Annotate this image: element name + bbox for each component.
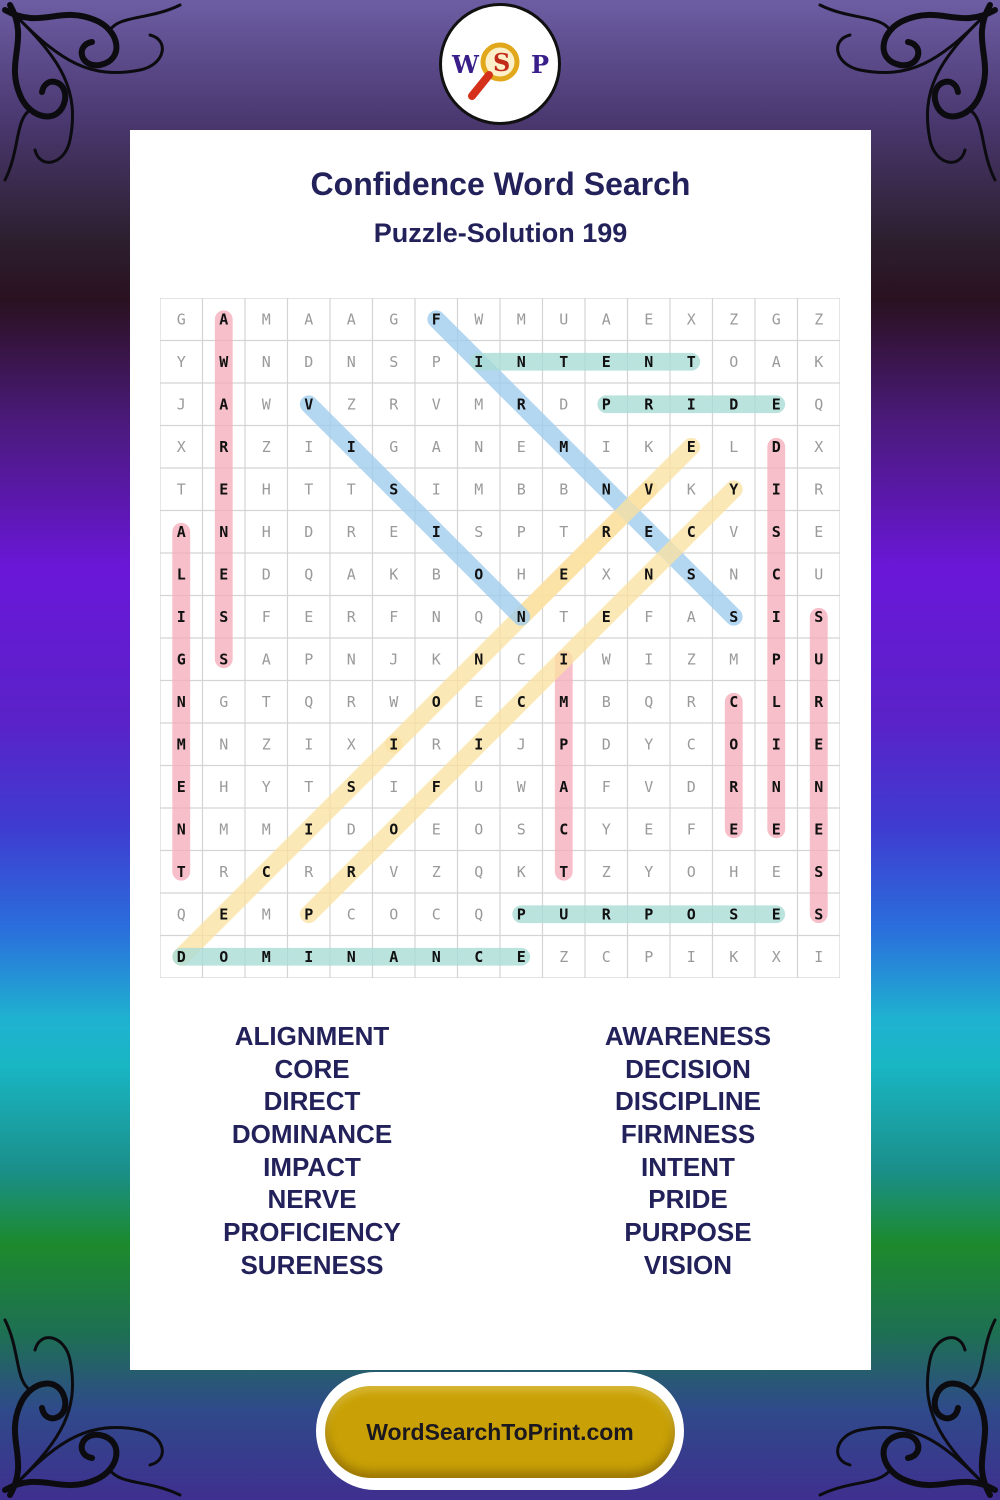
grid-cell[interactable]: W — [474, 310, 484, 329]
grid-cell[interactable]: C — [431, 905, 441, 924]
grid-cell[interactable]: J — [516, 735, 526, 754]
grid-cell[interactable]: G — [389, 310, 399, 329]
grid-cell[interactable]: R — [601, 905, 611, 924]
grid-cell[interactable]: Z — [686, 650, 696, 669]
grid-cell[interactable]: N — [431, 947, 441, 966]
grid-cell[interactable]: N — [729, 565, 739, 584]
grid-cell[interactable]: U — [814, 650, 824, 669]
grid-cell[interactable]: M — [261, 905, 271, 924]
grid-cell[interactable]: X — [601, 565, 611, 584]
grid-cell[interactable]: A — [219, 395, 229, 414]
grid-cell[interactable]: Z — [261, 437, 271, 456]
grid-cell[interactable]: E — [219, 480, 229, 499]
grid-cell[interactable]: F — [261, 607, 271, 626]
logo-letter-w: W — [452, 50, 479, 79]
grid-cell[interactable]: A — [601, 310, 611, 329]
grid-cell[interactable]: I — [601, 437, 611, 456]
website-link-button[interactable]: WordSearchToPrint.com — [325, 1386, 675, 1478]
grid-cell[interactable]: R — [346, 692, 356, 711]
grid-cell[interactable]: N — [176, 820, 186, 839]
grid-cell[interactable]: I — [474, 352, 484, 371]
word-list-right — [488, 1020, 888, 1282]
grid-cell[interactable]: H — [729, 862, 739, 881]
grid-cell[interactable]: I — [304, 820, 314, 839]
footer-badge — [316, 1372, 684, 1490]
grid-cell[interactable]: E — [771, 862, 781, 881]
word-list-item: FIRMNESS — [620, 1119, 756, 1150]
wsp-logo[interactable] — [439, 3, 561, 125]
grid-cell[interactable]: C — [686, 735, 696, 754]
grid-cell[interactable]: I — [771, 607, 781, 626]
grid-cell[interactable]: F — [431, 777, 441, 796]
grid-cell[interactable]: H — [261, 480, 271, 499]
grid-cell[interactable]: M — [729, 650, 739, 669]
grid-cell[interactable]: P — [304, 905, 314, 924]
word-list-item: PRIDE — [648, 1184, 728, 1215]
grid-cell[interactable]: S — [771, 522, 781, 541]
grid-cell[interactable]: E — [644, 522, 654, 541]
grid-cell[interactable]: N — [814, 777, 824, 796]
grid-cell[interactable]: E — [644, 820, 654, 839]
grid-cell[interactable]: I — [304, 437, 314, 456]
grid-cell[interactable]: Q — [474, 607, 484, 626]
grid-cell[interactable]: W — [261, 395, 271, 414]
grid-cell[interactable]: T — [346, 480, 356, 499]
grid-cell[interactable]: Z — [261, 735, 271, 754]
word-list-item: NERVE — [267, 1184, 357, 1215]
grid-cell[interactable]: S — [219, 650, 229, 669]
grid-cell[interactable]: Q — [176, 905, 186, 924]
grid-cell[interactable]: E — [644, 310, 654, 329]
grid-cell[interactable]: R — [644, 395, 654, 414]
grid-cell[interactable]: Q — [304, 565, 314, 584]
grid-cell[interactable]: B — [559, 480, 569, 499]
grid-cell[interactable]: I — [431, 480, 441, 499]
grid-cell[interactable]: S — [686, 565, 696, 584]
grid-cell[interactable]: P — [516, 522, 526, 541]
word-list-item: DOMINANCE — [231, 1119, 393, 1150]
grid-cell[interactable]: E — [729, 820, 739, 839]
grid-cell[interactable]: T — [559, 607, 569, 626]
grid-cell[interactable]: N — [219, 522, 229, 541]
grid-cell[interactable]: N — [601, 480, 611, 499]
grid-cell[interactable]: W — [516, 777, 526, 796]
grid-cell[interactable]: T — [261, 692, 271, 711]
grid-cell[interactable]: I — [771, 480, 781, 499]
grid-cell[interactable]: S — [474, 522, 484, 541]
grid-cell[interactable]: A — [346, 565, 356, 584]
grid-cell[interactable]: M — [261, 820, 271, 839]
grid-cell[interactable]: A — [346, 310, 356, 329]
grid-cell[interactable]: U — [559, 310, 569, 329]
grid-cell[interactable]: C — [261, 862, 271, 881]
grid-cell[interactable]: Z — [346, 395, 356, 414]
grid-cell[interactable]: E — [219, 565, 229, 584]
grid-cell[interactable]: M — [261, 947, 271, 966]
grid-cell[interactable]: P — [771, 650, 781, 669]
grid-cell[interactable]: N — [474, 650, 484, 669]
grid-cell[interactable]: T — [559, 522, 569, 541]
grid-cell[interactable]: O — [686, 862, 696, 881]
grid-cell[interactable]: E — [814, 820, 824, 839]
grid-cell[interactable]: R — [814, 692, 824, 711]
grid-cell[interactable]: N — [474, 437, 484, 456]
grid-cell[interactable]: C — [516, 692, 526, 711]
grid-cell[interactable]: I — [644, 650, 654, 669]
grid-cell[interactable]: Q — [474, 905, 484, 924]
word-list-item: CORE — [274, 1053, 350, 1084]
grid-cell[interactable]: U — [814, 565, 824, 584]
grid-cell[interactable]: C — [474, 947, 484, 966]
grid-cell[interactable]: T — [176, 480, 186, 499]
grid-cell[interactable]: A — [559, 777, 569, 796]
grid-cell[interactable]: A — [219, 310, 229, 329]
grid-cell[interactable]: F — [644, 607, 654, 626]
grid-cell[interactable]: A — [261, 650, 271, 669]
grid-cell[interactable]: Q — [474, 862, 484, 881]
grid-cell[interactable]: E — [601, 352, 611, 371]
grid-cell[interactable]: V — [644, 480, 654, 499]
grid-cell[interactable]: I — [389, 735, 399, 754]
grid-cell[interactable]: P — [431, 352, 441, 371]
grid-cell[interactable]: N — [346, 352, 356, 371]
grid-cell[interactable]: L — [729, 437, 739, 456]
grid-cell[interactable]: R — [814, 480, 824, 499]
grid-cell[interactable]: V — [431, 395, 441, 414]
grid-cell[interactable]: F — [601, 777, 611, 796]
grid-cell[interactable]: I — [176, 607, 186, 626]
grid-cell[interactable]: R — [431, 735, 441, 754]
grid-cell[interactable]: O — [474, 820, 484, 839]
word-list-item: PURPOSE — [624, 1217, 752, 1248]
word-list-item: PROFICIENCY — [223, 1217, 401, 1248]
grid-cell[interactable]: S — [389, 480, 399, 499]
grid-cell[interactable]: I — [474, 735, 484, 754]
grid-cell[interactable]: P — [304, 650, 314, 669]
grid-cell[interactable]: Q — [304, 692, 314, 711]
grid-cell[interactable]: D — [729, 395, 739, 414]
grid-cell[interactable]: X — [771, 947, 781, 966]
grid-cell[interactable]: E — [559, 565, 569, 584]
grid-cell[interactable]: S — [729, 607, 739, 626]
grid-cell[interactable]: N — [346, 650, 356, 669]
grid-cell[interactable]: R — [219, 862, 229, 881]
grid-cell[interactable]: L — [176, 565, 186, 584]
logo-letter-p: P — [531, 50, 550, 79]
grid-cell[interactable]: G — [771, 310, 781, 329]
grid-cell[interactable]: D — [261, 565, 271, 584]
grid-cell[interactable]: E — [304, 607, 314, 626]
grid-cell[interactable]: C — [516, 650, 526, 669]
grid-cell[interactable]: U — [474, 777, 484, 796]
grid-cell[interactable]: E — [601, 607, 611, 626]
grid-cell[interactable]: L — [771, 692, 781, 711]
grid-cell[interactable]: C — [346, 905, 356, 924]
grid-cell[interactable]: N — [219, 735, 229, 754]
grid-cell[interactable]: A — [176, 522, 186, 541]
grid-cell[interactable]: C — [601, 947, 611, 966]
grid-cell[interactable]: N — [516, 352, 526, 371]
grid-cell[interactable]: J — [176, 395, 186, 414]
grid-cell[interactable]: I — [814, 947, 824, 966]
grid-cell[interactable]: J — [389, 650, 399, 669]
grid-cell[interactable]: R — [601, 522, 611, 541]
grid-cell[interactable]: H — [516, 565, 526, 584]
grid-cell[interactable]: O — [474, 565, 484, 584]
grid-cell[interactable]: Y — [729, 480, 739, 499]
grid-cell[interactable]: I — [304, 735, 314, 754]
grid-cell[interactable]: P — [559, 735, 569, 754]
grid-cell[interactable]: R — [389, 395, 399, 414]
grid-cell[interactable]: G — [389, 437, 399, 456]
grid-cell[interactable]: N — [771, 777, 781, 796]
grid-cell[interactable]: E — [771, 905, 781, 924]
grid-cell[interactable]: K — [516, 862, 526, 881]
word-list-item: DISCIPLINE — [615, 1086, 761, 1117]
grid-cell[interactable]: S — [219, 607, 229, 626]
grid-cell[interactable]: H — [261, 522, 271, 541]
grid-cell[interactable]: T — [176, 862, 186, 881]
grid-cell[interactable]: K — [729, 947, 739, 966]
grid-cell[interactable]: E — [176, 777, 186, 796]
grid-cell[interactable]: C — [559, 820, 569, 839]
grid-cell[interactable]: D — [771, 437, 781, 456]
word-list-item: DECISION — [625, 1053, 751, 1084]
grid-cell[interactable]: X — [346, 735, 356, 754]
grid-cell[interactable]: E — [219, 905, 229, 924]
grid-cell[interactable]: E — [771, 395, 781, 414]
grid-cell[interactable]: K — [431, 650, 441, 669]
grid-cell[interactable]: V — [729, 522, 739, 541]
grid-cell[interactable]: N — [644, 565, 654, 584]
grid-cell[interactable]: S — [516, 820, 526, 839]
grid-cell[interactable]: Z — [601, 862, 611, 881]
grid-cell[interactable]: C — [686, 522, 696, 541]
grid-cell[interactable]: K — [389, 565, 399, 584]
grid-cell[interactable]: R — [686, 692, 696, 711]
word-list-item: ALIGNMENT — [234, 1021, 390, 1051]
word-list-item: DIRECT — [263, 1086, 361, 1117]
grid-cell[interactable]: T — [559, 862, 569, 881]
grid-cell[interactable]: V — [644, 777, 654, 796]
page-title: Confidence Word Search — [310, 166, 691, 202]
grid-cell[interactable]: E — [474, 692, 484, 711]
grid-cell[interactable]: B — [431, 565, 441, 584]
grid-cell[interactable]: I — [559, 650, 569, 669]
grid-cell[interactable]: D — [304, 352, 314, 371]
grid-cell[interactable]: S — [814, 862, 824, 881]
grid-cell[interactable]: D — [559, 395, 569, 414]
grid-cell[interactable]: Q — [814, 395, 824, 414]
grid-cell[interactable]: F — [686, 820, 696, 839]
grid-cell[interactable]: S — [814, 607, 824, 626]
grid-cell[interactable]: I — [686, 395, 696, 414]
grid-cell[interactable]: N — [644, 352, 654, 371]
grid-cell[interactable]: M — [474, 480, 484, 499]
grid-cell[interactable]: N — [261, 352, 271, 371]
grid-cell[interactable]: N — [346, 947, 356, 966]
grid-cell[interactable]: O — [729, 735, 739, 754]
grid-cell[interactable]: W — [389, 692, 399, 711]
grid-cell[interactable]: B — [516, 480, 526, 499]
grid-cell[interactable]: S — [389, 352, 399, 371]
grid-cell[interactable]: V — [304, 395, 314, 414]
grid-cell[interactable]: S — [346, 777, 356, 796]
grid-cell[interactable]: G — [219, 692, 229, 711]
grid-cell[interactable]: E — [814, 522, 824, 541]
grid-cell[interactable]: M — [559, 437, 569, 456]
grid-cell[interactable]: R — [346, 522, 356, 541]
grid-cell[interactable]: S — [729, 905, 739, 924]
grid-cell[interactable]: D — [304, 522, 314, 541]
grid-cell[interactable]: R — [304, 862, 314, 881]
grid-cell[interactable]: Z — [559, 947, 569, 966]
word-list-item: AWARENESS — [604, 1021, 772, 1051]
grid-cell[interactable]: G — [176, 310, 186, 329]
grid-cell[interactable]: P — [644, 905, 654, 924]
grid-cell[interactable]: I — [771, 735, 781, 754]
grid-cell[interactable]: Y — [176, 352, 186, 371]
grid-cell[interactable]: T — [686, 352, 696, 371]
grid-cell[interactable]: P — [516, 905, 526, 924]
grid-cell[interactable]: U — [559, 905, 569, 924]
grid-cell[interactable]: H — [219, 777, 229, 796]
grid-cell[interactable]: M — [559, 692, 569, 711]
grid-cell[interactable]: G — [176, 650, 186, 669]
grid-cell[interactable]: I — [686, 947, 696, 966]
grid-cell[interactable]: D — [346, 820, 356, 839]
grid-cell[interactable]: Y — [644, 735, 654, 754]
grid-cell[interactable]: W — [601, 650, 611, 669]
word-list-left — [112, 1020, 512, 1282]
grid-cell[interactable]: M — [176, 735, 186, 754]
grid-cell[interactable]: F — [389, 607, 399, 626]
grid-cell[interactable]: I — [389, 777, 399, 796]
grid-cell[interactable]: O — [389, 820, 399, 839]
grid-cell[interactable]: K — [644, 437, 654, 456]
grid-cell[interactable]: X — [814, 437, 824, 456]
grid-cell[interactable]: P — [601, 395, 611, 414]
grid-cell[interactable]: E — [686, 437, 696, 456]
grid-cell[interactable]: D — [176, 947, 186, 966]
grid-cell[interactable]: I — [304, 947, 314, 966]
word-search-grid[interactable] — [160, 298, 840, 978]
grid-cell[interactable]: A — [304, 310, 314, 329]
grid-cell[interactable]: O — [729, 352, 739, 371]
logo-letter-s: S — [493, 48, 511, 77]
grid-cell[interactable]: N — [176, 692, 186, 711]
grid-cell[interactable]: Y — [261, 777, 271, 796]
grid-cell[interactable]: K — [686, 480, 696, 499]
grid-cell[interactable]: O — [686, 905, 696, 924]
grid-cell[interactable]: X — [686, 310, 696, 329]
grid-cell[interactable]: E — [516, 437, 526, 456]
grid-cell[interactable]: Z — [814, 310, 824, 329]
grid-cell[interactable]: M — [219, 820, 229, 839]
grid-cell[interactable]: E — [431, 820, 441, 839]
grid-cell[interactable]: O — [389, 905, 399, 924]
grid-cell[interactable]: E — [389, 522, 399, 541]
grid-cell[interactable]: R — [516, 395, 526, 414]
grid-cell[interactable]: O — [431, 692, 441, 711]
word-list-item: VISION — [643, 1249, 733, 1280]
grid-cell[interactable]: Y — [601, 820, 611, 839]
grid-cell[interactable]: C — [771, 565, 781, 584]
grid-cell[interactable]: E — [771, 820, 781, 839]
grid-cell[interactable]: R — [346, 607, 356, 626]
grid-cell[interactable]: Y — [644, 862, 654, 881]
grid-cell[interactable]: A — [431, 437, 441, 456]
grid-cell[interactable]: X — [176, 437, 186, 456]
grid-cell[interactable]: N — [431, 607, 441, 626]
word-list-item: SURENESS — [240, 1249, 384, 1280]
grid-cell[interactable]: A — [686, 607, 696, 626]
grid-cell[interactable]: T — [304, 777, 314, 796]
grid-cell[interactable]: R — [346, 862, 356, 881]
grid-cell[interactable]: K — [814, 352, 824, 371]
grid-cell[interactable]: D — [686, 777, 696, 796]
grid-cell[interactable]: P — [644, 947, 654, 966]
grid-cell[interactable]: F — [431, 310, 441, 329]
grid-cell[interactable]: W — [219, 352, 229, 371]
grid-cell[interactable]: E — [516, 947, 526, 966]
page-subtitle: Puzzle-Solution 199 — [373, 218, 628, 248]
grid-cell[interactable]: E — [814, 735, 824, 754]
grid-cell[interactable]: I — [346, 437, 356, 456]
grid-cell[interactable]: R — [729, 777, 739, 796]
grid-cell[interactable]: M — [516, 310, 526, 329]
grid-cell[interactable]: Z — [729, 310, 739, 329]
grid-cell[interactable]: B — [601, 692, 611, 711]
grid-cell[interactable]: N — [516, 607, 526, 626]
grid-cell[interactable]: O — [219, 947, 229, 966]
grid-cell[interactable]: I — [431, 522, 441, 541]
grid-cell[interactable]: A — [771, 352, 781, 371]
grid-cell[interactable]: Q — [644, 692, 654, 711]
grid-cell[interactable]: T — [559, 352, 569, 371]
grid-cell[interactable]: D — [601, 735, 611, 754]
grid-cell[interactable]: M — [261, 310, 271, 329]
grid-cell[interactable]: S — [814, 905, 824, 924]
grid-cell[interactable]: T — [304, 480, 314, 499]
grid-cell[interactable]: A — [389, 947, 399, 966]
grid-cell[interactable]: V — [389, 862, 399, 881]
grid-cell[interactable]: M — [474, 395, 484, 414]
grid-cell[interactable]: C — [729, 692, 739, 711]
grid-cell[interactable]: Z — [431, 862, 441, 881]
word-list-item: INTENT — [641, 1151, 735, 1182]
word-list-item: IMPACT — [263, 1151, 361, 1182]
grid-cell[interactable]: R — [219, 437, 229, 456]
